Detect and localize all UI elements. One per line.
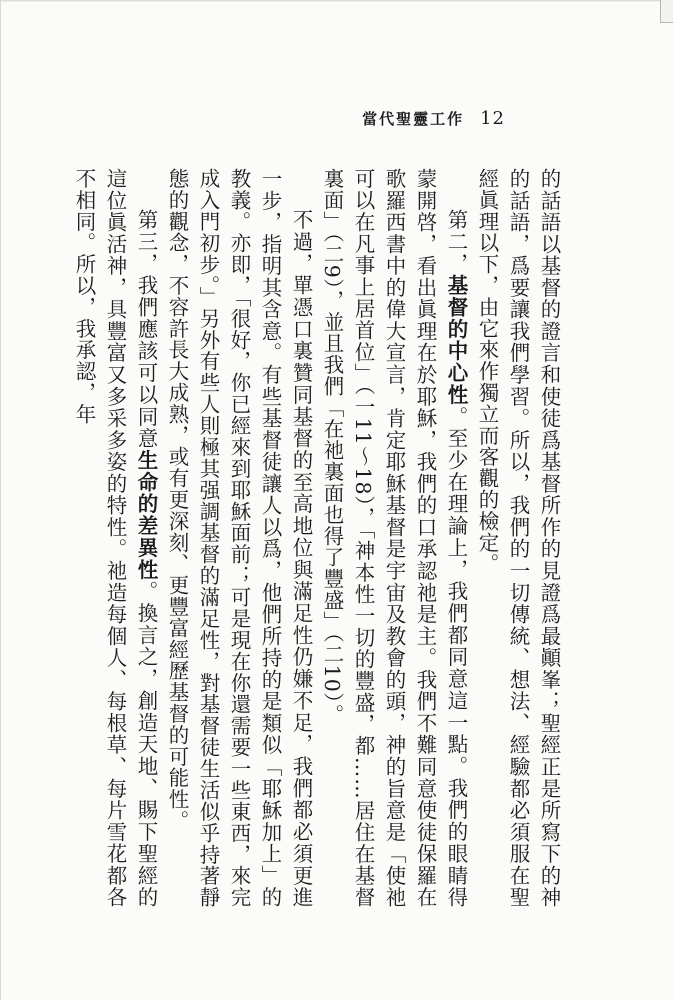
paragraph-4	[68, 168, 161, 908]
paragraph-1	[471, 168, 564, 908]
page-number: 12	[480, 108, 505, 129]
paragraph-2-lead: 第二，	[444, 209, 468, 275]
running-title: 當代聖靈工作	[362, 110, 465, 128]
page-top-shadow	[0, 0, 673, 2]
page-edge	[0, 0, 1, 1000]
paragraph-4-body: 。換言之，創造天地、賜下聖經的這位眞活神，具豐富又多采多姿的特性。祂造每個人、每根草、每片雪花都各不相同。所以，我承認，年	[72, 168, 158, 909]
paragraph-4-lead: 第三，我們應該可以同意	[134, 209, 158, 450]
page-header	[362, 108, 505, 129]
scan-corner-mark	[660, 0, 673, 23]
paragraph-2-body: 。至少在理論上，我們都同意這一點。我們的眼睛得蒙開啓，看出眞理在於耶穌，我們的口承認祂是主。我們不難同意使徒保羅在歌羅西書中的偉大宣言，肯定耶穌基督是宇宙及教會的頭，神的旨意是「使祂可以在凡事上居首位」（一11～18），「神本性一切的豐盛，都……居住在基督裏面」（二9），並且我們「在祂裏面也得了豐盛」（二10）。	[320, 168, 468, 909]
paragraph-2	[316, 168, 471, 908]
vertical-text-body	[72, 168, 564, 909]
paragraph-4-emphasis: 生命的差異性	[134, 449, 158, 581]
paragraph-3-text: 不過，單憑口裏贊同基督的至高地位與滿足性仍嫌不足，我們都必須更進一步，指明其含意。有些基督徒讓人以爲，他們所持的是類似「耶穌加上」的教義。亦即，「很好，你已經來到耶穌面前；可是現在你還需要一些東西，來完成入門初步。」另外有些人則極其强調基督的滿足性，對基督徒生活似乎持著靜態的觀念，不容許長大成熟，或有更深刻、更豐富經歷基督的可能性。	[165, 168, 313, 908]
paragraph-1-text: 的話語以基督的證言和使徒爲基督所作的見證爲最顚峯；聖經正是所寫下的神的話語，爲要讓我們學習。所以，我們的一切傳統、想法、經驗都必須服在聖經眞理以下，由它來作獨立而客觀的檢定。	[475, 168, 561, 908]
paragraph-2-emphasis: 基督的中心性	[444, 274, 468, 406]
paragraph-3	[161, 168, 316, 908]
